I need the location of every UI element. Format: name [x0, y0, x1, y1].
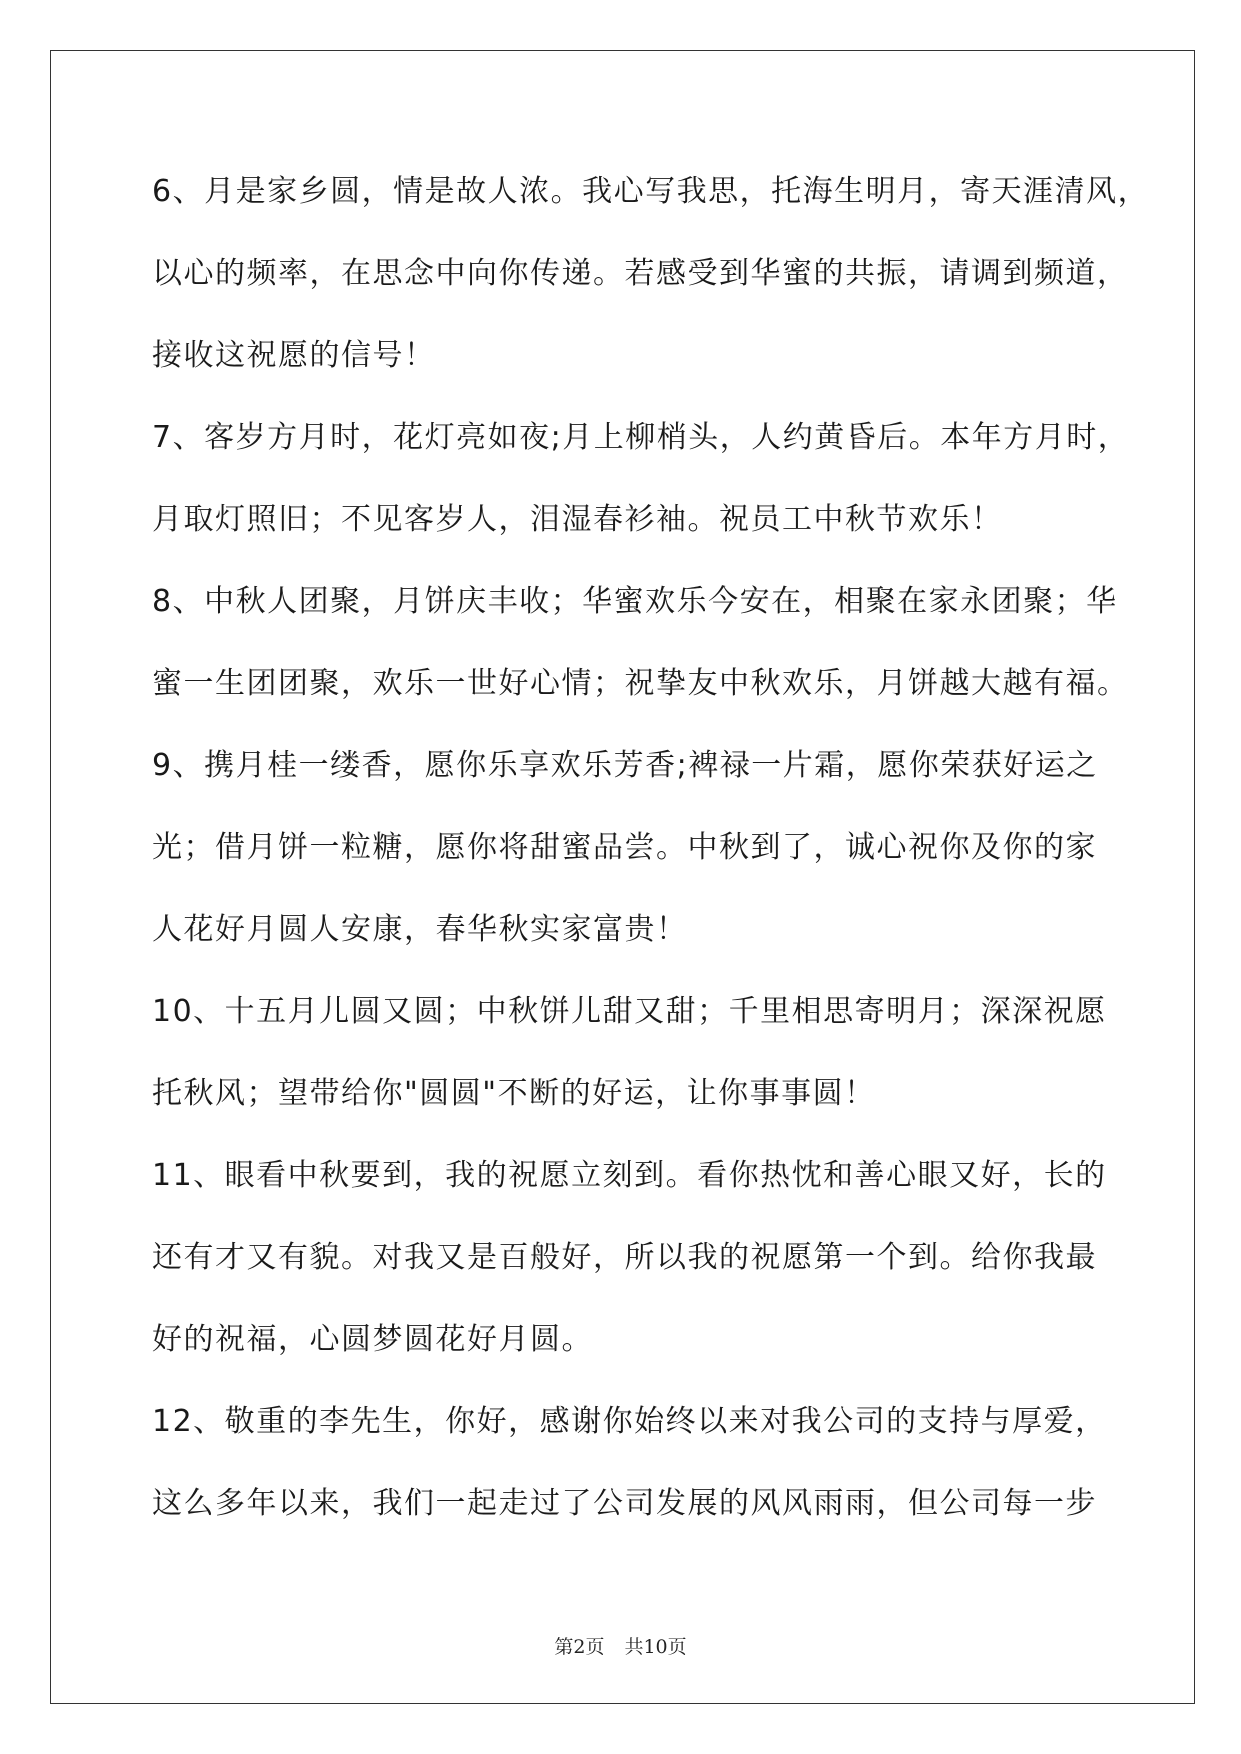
text-line: 接收这祝愿的信号！: [152, 338, 436, 373]
paragraph: [152, 725, 1112, 971]
text-line: 9、携月桂一缕香，愿你乐享欢乐芳香;裨禄一片霜，愿你荣获好运之: [152, 748, 1098, 783]
text-line: 10、十五月儿圆又圆；中秋饼儿甜又甜；千里相思寄明月；深深祝愿: [152, 994, 1107, 1029]
text-line: 这么多年以来，我们一起走过了公司发展的风风雨雨，但公司每一步: [152, 1486, 1097, 1521]
text-line: 好的祝福，心圆梦圆花好月圆。: [152, 1322, 593, 1357]
paragraph: [152, 397, 1130, 561]
paragraph: [152, 151, 1150, 397]
text-line: 光；借月饼一粒糖，愿你将甜蜜品尝。中秋到了，诚心祝你及你的家: [152, 830, 1097, 865]
text-line: 7、客岁方月时，花灯亮如夜;月上柳梢头，人约黄昏后。本年方月时，: [152, 420, 1130, 455]
paragraph: [152, 971, 1112, 1135]
text-line: 以心的频率，在思念中向你传递。若感受到华蜜的共振，请调到频道，: [152, 256, 1129, 291]
paragraph: [152, 1381, 1112, 1545]
text-line: 6、月是家乡圆，情是故人浓。我心写我思，托海生明月，寄天涯清风，: [152, 174, 1150, 209]
text-line: 8、中秋人团聚，月饼庆丰收；华蜜欢乐今安在，相聚在家永团聚；华: [152, 584, 1118, 619]
text-line: 月取灯照旧；不见客岁人，泪湿春衫袖。祝员工中秋节欢乐！: [152, 502, 1003, 537]
paragraph: [152, 1135, 1112, 1381]
text-line: 蜜一生团团聚，欢乐一世好心情；祝挚友中秋欢乐，月饼越大越有福。: [152, 666, 1129, 701]
paragraph: [152, 561, 1129, 725]
text-line: 还有才又有貌。对我又是百般好，所以我的祝愿第一个到。给你我最: [152, 1240, 1097, 1275]
page-number: 第2页: [554, 1636, 605, 1658]
text-line: 11、眼看中秋要到，我的祝愿立刻到。看你热忱和善心眼又好，长的: [152, 1158, 1107, 1193]
document-body: [152, 151, 1150, 1545]
text-line: 托秋风；望带给你"圆圆"不断的好运，让你事事圆！: [152, 1076, 876, 1111]
text-line: 12、敬重的李先生，你好，感谢你始终以来对我公司的支持与厚爱，: [152, 1404, 1107, 1439]
page-total: 共10页: [624, 1636, 687, 1658]
text-line: 人花好月圆人安康，春华秋实家富贵！: [152, 912, 688, 947]
page-footer: [0, 1632, 1241, 1659]
